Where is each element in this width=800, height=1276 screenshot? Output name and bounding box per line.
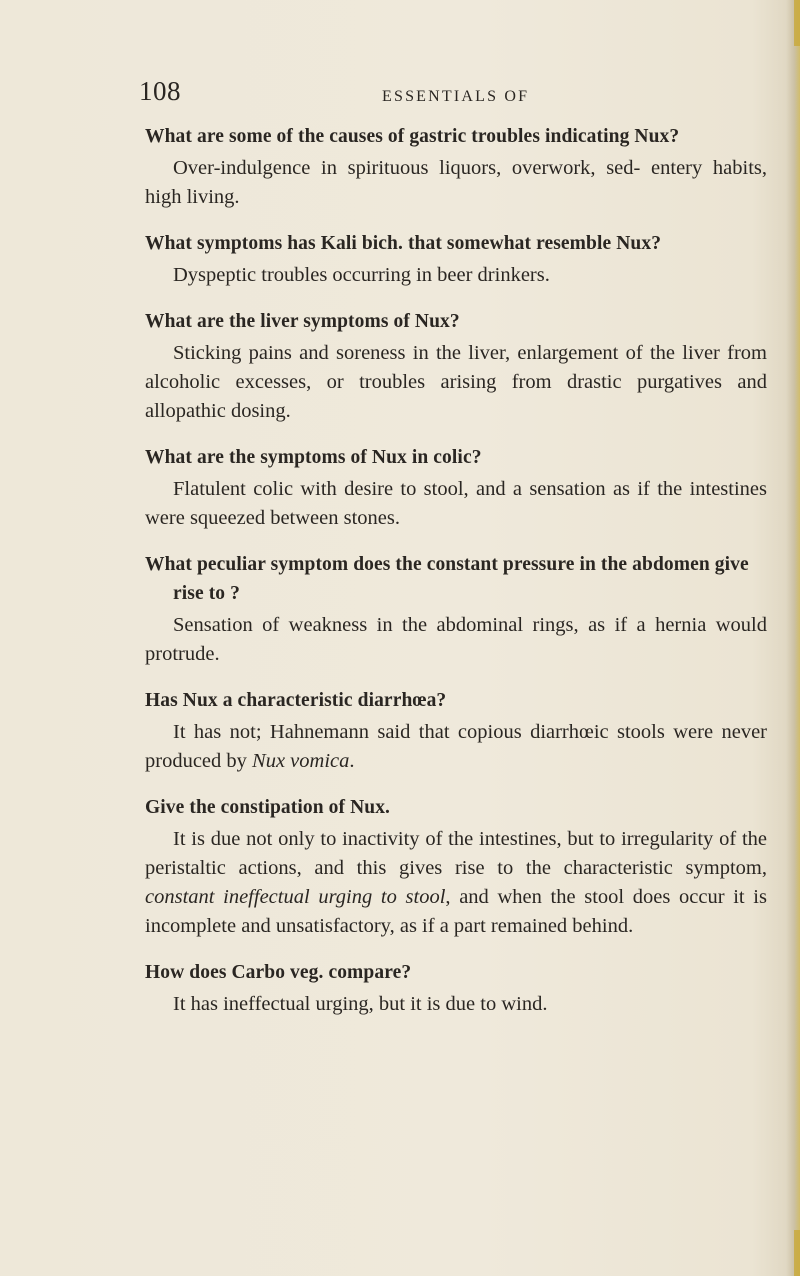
qa-item — [145, 443, 767, 533]
question: What symptoms has Kali bich. that somewhat resemble Nux? — [145, 233, 662, 254]
qa-item — [145, 958, 767, 1019]
answer: Sensation of weakness in the abdominal rings, as if a hernia would protrude. — [145, 614, 767, 665]
answer-italic-text: constant ineffectual urging to stool — [145, 886, 446, 908]
qa-item — [145, 229, 767, 290]
page-edge-tab-bottom — [794, 1230, 800, 1276]
answer: It has ineffectual urging, but it is due to wind. — [173, 993, 548, 1015]
question: Has Nux a characteristic diarrhœa? — [145, 690, 447, 711]
answer-text: , and when the stool does occur it is incomplete and unsatisfactory, as if a part remained behind. — [145, 886, 767, 937]
running-head: ESSENTIALS OF — [382, 88, 530, 105]
answer — [145, 718, 767, 776]
question: How does Carbo veg. compare? — [145, 962, 412, 983]
question: What are the symptoms of Nux in colic? — [145, 447, 482, 468]
qa-item — [145, 793, 767, 941]
answer: Dyspeptic troubles occurring in beer drinkers. — [173, 264, 550, 286]
qa-item — [145, 686, 767, 776]
page-edge-shadow — [786, 0, 800, 1276]
question: What are the liver symptoms of Nux? — [145, 311, 460, 332]
page-number: 108 — [139, 76, 181, 106]
question: What peculiar symptom does the constant pressure in the abdomen give rise to ? — [145, 554, 749, 604]
question: What are some of the causes of gastric troubles indicating Nux? — [145, 126, 680, 147]
qa-item — [145, 307, 767, 426]
answer — [145, 825, 767, 941]
page-header — [139, 74, 759, 114]
answer-text: . — [349, 750, 355, 772]
answer: Flatulent colic with desire to stool, and a sensation as if the intestines were squeezed between stones. — [145, 478, 767, 529]
answer-text: It is due not only to inactivity of the intestines, but to irregularity of the peristaltic actions, and this gives rise to the characteristic symptom, — [145, 828, 767, 879]
question: Give the constipation of Nux. — [145, 797, 391, 818]
page-content — [145, 122, 767, 1019]
page-edge-tab-top — [794, 0, 800, 46]
answer: Over-indulgence in spirituous liquors, overwork, sed- entery habits, high living. — [145, 157, 767, 208]
answer: Sticking pains and soreness in the liver, enlargement of the liver from alcoholic excesses, or troubles arising from drastic purgatives and allopathic dosing. — [145, 342, 767, 422]
answer-text: It has not; Hahnemann said that copious diarrhœic stools were never produced by — [145, 721, 767, 772]
qa-item — [145, 550, 767, 669]
qa-item — [145, 122, 767, 212]
answer-italic-text: Nux vomica — [252, 750, 350, 772]
